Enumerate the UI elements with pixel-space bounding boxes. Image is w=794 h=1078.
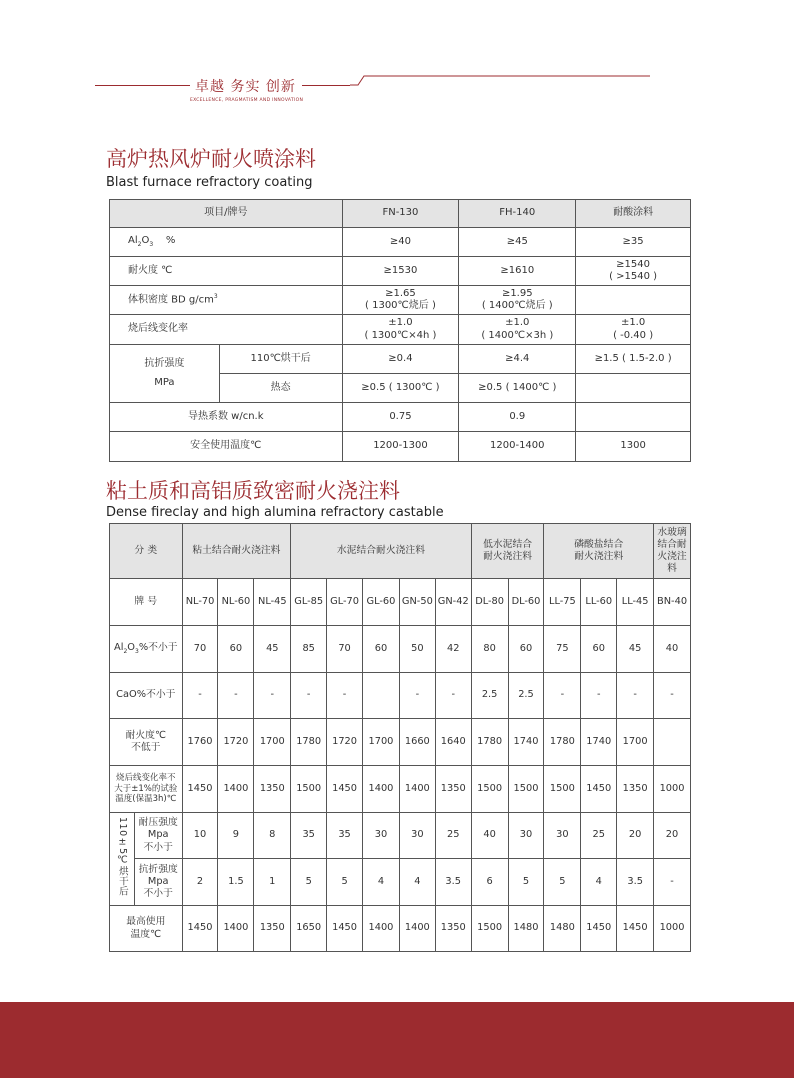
header-rule-right xyxy=(302,85,350,86)
brand-cell: NL-45 xyxy=(254,579,291,626)
value-cell: 25 xyxy=(581,813,617,859)
value-cell: 1000 xyxy=(654,766,691,813)
table-row xyxy=(110,403,691,432)
page-header xyxy=(0,60,794,110)
row-label: 耐火度 ℃ xyxy=(110,257,343,286)
value-cell: 1350 xyxy=(435,766,471,813)
row-label: 耐压强度 Mpa 不小于 xyxy=(134,813,182,859)
value-cell: 85 xyxy=(291,626,327,673)
value-cell: - xyxy=(544,673,581,719)
value-cell: ≥0.4 xyxy=(342,345,459,374)
value-cell: ≥35 xyxy=(576,228,691,257)
value-cell: 6 xyxy=(471,859,508,906)
value-cell: ≥1610 xyxy=(459,257,576,286)
brand-cell: LL-75 xyxy=(544,579,581,626)
value-cell: 80 xyxy=(471,626,508,673)
value-cell: 60 xyxy=(508,626,544,673)
row-label: 抗折强度 Mpa 不小于 xyxy=(134,859,182,906)
header-cell: 水泥结合耐火浇注料 xyxy=(291,524,471,579)
value-cell: 1200-1400 xyxy=(459,432,576,462)
value-cell xyxy=(363,673,400,719)
value-cell: 1400 xyxy=(363,906,400,952)
value-cell: ≥40 xyxy=(342,228,459,257)
value-cell: ≥0.5 ( 1300℃ ) xyxy=(342,374,459,403)
value-cell: 4 xyxy=(581,859,617,906)
value-cell: 1780 xyxy=(291,719,327,766)
value-cell: 1350 xyxy=(617,766,654,813)
value-cell: 70 xyxy=(182,626,218,673)
value-cell: 30 xyxy=(363,813,400,859)
value-cell: 40 xyxy=(471,813,508,859)
value-cell: 1400 xyxy=(218,906,254,952)
value-cell: - xyxy=(617,673,654,719)
value-cell: - xyxy=(218,673,254,719)
value-cell: - xyxy=(399,673,435,719)
value-cell: 1200-1300 xyxy=(342,432,459,462)
section1-title: 高炉热风炉耐火喷涂料 xyxy=(106,147,316,171)
value-cell: ≥1530 xyxy=(342,257,459,286)
header-cell: 磷酸盐结合 耐火浇注料 xyxy=(544,524,654,579)
value-cell: 1300 xyxy=(576,432,691,462)
value-cell: ±1.0 ( 1400℃×3h ) xyxy=(459,315,576,345)
value-cell: 20 xyxy=(617,813,654,859)
table-row xyxy=(110,626,691,673)
header-cell: FH-140 xyxy=(459,200,576,228)
value-cell: - xyxy=(254,673,291,719)
header-slogan: 卓越 务实 创新 xyxy=(195,79,296,95)
value-cell: 1480 xyxy=(508,906,544,952)
row-label: $Al_2O_3$ % xyxy=(110,228,343,257)
value-cell: - xyxy=(182,673,218,719)
value-cell: ≥45 xyxy=(459,228,576,257)
row-label: CaO%不小于 xyxy=(110,673,183,719)
value-cell: 1780 xyxy=(471,719,508,766)
value-cell: 1.5 xyxy=(218,859,254,906)
value-cell: 1400 xyxy=(399,906,435,952)
value-cell: 60 xyxy=(581,626,617,673)
value-cell: 20 xyxy=(654,813,691,859)
header-cell: 低水泥结合 耐火浇注料 xyxy=(471,524,544,579)
row-label: 最高使用 温度℃ xyxy=(110,906,183,952)
brand-cell: GN-50 xyxy=(399,579,435,626)
value-cell: 1400 xyxy=(218,766,254,813)
value-cell: - xyxy=(327,673,363,719)
row-label: 导热系数 w/cn.k xyxy=(110,403,343,432)
header-cell: FN-130 xyxy=(342,200,459,228)
table-row xyxy=(110,315,691,345)
table-row xyxy=(110,766,691,813)
value-cell: 9 xyxy=(218,813,254,859)
brand-cell: GL-70 xyxy=(327,579,363,626)
brand-cell: NL-70 xyxy=(182,579,218,626)
value-cell: ≥1540 ( >1540 ) xyxy=(576,257,691,286)
table-row xyxy=(110,345,691,374)
row-label: 耐火度℃ 不低于 xyxy=(110,719,183,766)
value-cell: 45 xyxy=(254,626,291,673)
header-cell: 耐酸涂料 xyxy=(576,200,691,228)
value-cell: 1450 xyxy=(182,906,218,952)
coating-table xyxy=(109,199,691,462)
value-cell: 1000 xyxy=(654,906,691,952)
value-cell: ±1.0 ( 1300℃×4h ) xyxy=(342,315,459,345)
row-label: 烧后线变化率 xyxy=(110,315,343,345)
table-row xyxy=(110,524,691,579)
table-row xyxy=(110,859,691,906)
table-row xyxy=(110,200,691,228)
table-row xyxy=(110,228,691,257)
brand-cell: GL-85 xyxy=(291,579,327,626)
row-label: 抗折强度 MPa xyxy=(110,345,220,403)
value-cell: 60 xyxy=(363,626,400,673)
value-cell xyxy=(576,374,691,403)
row-label: 牌 号 xyxy=(110,579,183,626)
brand-cell: DL-80 xyxy=(471,579,508,626)
table-row xyxy=(110,719,691,766)
value-cell: 1450 xyxy=(327,906,363,952)
footer-band xyxy=(0,1002,794,1078)
value-cell: 2.5 xyxy=(508,673,544,719)
brand-cell: NL-60 xyxy=(218,579,254,626)
brand-cell: LL-45 xyxy=(617,579,654,626)
section1-subtitle: Blast furnace refractory coating xyxy=(106,175,313,190)
brand-cell: BN-40 xyxy=(654,579,691,626)
brand-cell: DL-60 xyxy=(508,579,544,626)
value-cell: 1740 xyxy=(581,719,617,766)
value-cell: 1760 xyxy=(182,719,218,766)
value-cell: - xyxy=(654,673,691,719)
header-cell: 水玻璃 结合耐 火浇注 料 xyxy=(654,524,691,579)
value-cell: 42 xyxy=(435,626,471,673)
value-cell: 1480 xyxy=(544,906,581,952)
row-label: 体积密度 BD $g/cm^3$ xyxy=(110,286,343,315)
brand-cell: GN-42 xyxy=(435,579,471,626)
value-cell: ≥0.5 ( 1400℃ ) xyxy=(459,374,576,403)
brand-cell: GL-60 xyxy=(363,579,400,626)
value-cell: - xyxy=(654,859,691,906)
value-cell: 2 xyxy=(182,859,218,906)
value-cell: 35 xyxy=(327,813,363,859)
value-cell: - xyxy=(581,673,617,719)
value-cell: 4 xyxy=(363,859,400,906)
value-cell: 30 xyxy=(508,813,544,859)
value-cell: 1500 xyxy=(508,766,544,813)
value-cell: 1780 xyxy=(544,719,581,766)
value-cell: ±1.0 ( -0.40 ) xyxy=(576,315,691,345)
value-cell: 1640 xyxy=(435,719,471,766)
value-cell: 5 xyxy=(291,859,327,906)
section2-subtitle: Dense fireclay and high alumina refractory castable xyxy=(106,505,444,520)
value-cell: 1350 xyxy=(435,906,471,952)
header-cell: 粘土结合耐火浇注料 xyxy=(182,524,291,579)
value-cell: 35 xyxy=(291,813,327,859)
value-cell: 1740 xyxy=(508,719,544,766)
table-row xyxy=(110,906,691,952)
value-cell: ≥1.65 ( 1300℃烧后 ) xyxy=(342,286,459,315)
value-cell: 2.5 xyxy=(471,673,508,719)
value-cell: 1720 xyxy=(218,719,254,766)
value-cell: ≥1.5 ( 1.5-2.0 ) xyxy=(576,345,691,374)
header-cell: 项目/牌号 xyxy=(110,200,343,228)
value-cell: 70 xyxy=(327,626,363,673)
value-cell: 5 xyxy=(544,859,581,906)
table-row xyxy=(110,673,691,719)
value-cell: 40 xyxy=(654,626,691,673)
value-cell: 1350 xyxy=(254,906,291,952)
value-cell: 1700 xyxy=(363,719,400,766)
header-rule-left xyxy=(95,85,190,86)
value-cell: 1720 xyxy=(327,719,363,766)
value-cell: 4 xyxy=(399,859,435,906)
value-cell: 10 xyxy=(182,813,218,859)
table-row xyxy=(110,257,691,286)
header-cell: 分 类 xyxy=(110,524,183,579)
value-cell: 3.5 xyxy=(435,859,471,906)
value-cell: 1450 xyxy=(182,766,218,813)
value-cell: 1700 xyxy=(254,719,291,766)
brand-cell: LL-60 xyxy=(581,579,617,626)
value-cell: 25 xyxy=(435,813,471,859)
value-cell: 1650 xyxy=(291,906,327,952)
value-cell: 1500 xyxy=(471,766,508,813)
value-cell: 1450 xyxy=(581,766,617,813)
castable-table xyxy=(109,523,691,952)
row-label: 烧后线变化率不 大于±1%的试验 温度(保温3h)℃ xyxy=(110,766,183,813)
value-cell: 0.75 xyxy=(342,403,459,432)
value-cell: 1500 xyxy=(544,766,581,813)
value-cell: 75 xyxy=(544,626,581,673)
value-cell: 1400 xyxy=(363,766,400,813)
value-cell: 1500 xyxy=(471,906,508,952)
value-cell: 50 xyxy=(399,626,435,673)
header-slogan-en: EXCELLENCE, PRAGMATISM AND INNOVATION xyxy=(190,98,304,103)
value-cell: 60 xyxy=(218,626,254,673)
header-rule-step xyxy=(350,75,650,86)
value-cell: 0.9 xyxy=(459,403,576,432)
row-label: $Al_2O_3\%$不小于 xyxy=(110,626,183,673)
value-cell: 5 xyxy=(327,859,363,906)
value-cell: 1450 xyxy=(327,766,363,813)
value-cell: 30 xyxy=(544,813,581,859)
sub-label: 热态 xyxy=(219,374,342,403)
value-cell xyxy=(576,286,691,315)
value-cell: 1 xyxy=(254,859,291,906)
value-cell: ≥1.95 ( 1400℃烧后 ) xyxy=(459,286,576,315)
value-cell: - xyxy=(291,673,327,719)
value-cell: 1660 xyxy=(399,719,435,766)
value-cell xyxy=(576,403,691,432)
value-cell: 30 xyxy=(399,813,435,859)
table-row xyxy=(110,432,691,462)
value-cell: - xyxy=(435,673,471,719)
value-cell: 1350 xyxy=(254,766,291,813)
value-cell: 1450 xyxy=(617,906,654,952)
value-cell: 3.5 xyxy=(617,859,654,906)
value-cell: 1450 xyxy=(581,906,617,952)
section2-title: 粘土质和高铝质致密耐火浇注料 xyxy=(106,479,400,503)
row-label: 安全使用温度℃ xyxy=(110,432,343,462)
value-cell: 5 xyxy=(508,859,544,906)
value-cell xyxy=(654,719,691,766)
value-cell: 1500 xyxy=(291,766,327,813)
table-row xyxy=(110,579,691,626)
table-row xyxy=(110,813,691,859)
value-cell: 45 xyxy=(617,626,654,673)
value-cell: 8 xyxy=(254,813,291,859)
value-cell: ≥4.4 xyxy=(459,345,576,374)
value-cell: 1400 xyxy=(399,766,435,813)
sub-label: 110℃烘干后 xyxy=(219,345,342,374)
table-row xyxy=(110,286,691,315)
value-cell: 1700 xyxy=(617,719,654,766)
dried-label-cell: 110±5℃烘干后 xyxy=(110,813,135,906)
